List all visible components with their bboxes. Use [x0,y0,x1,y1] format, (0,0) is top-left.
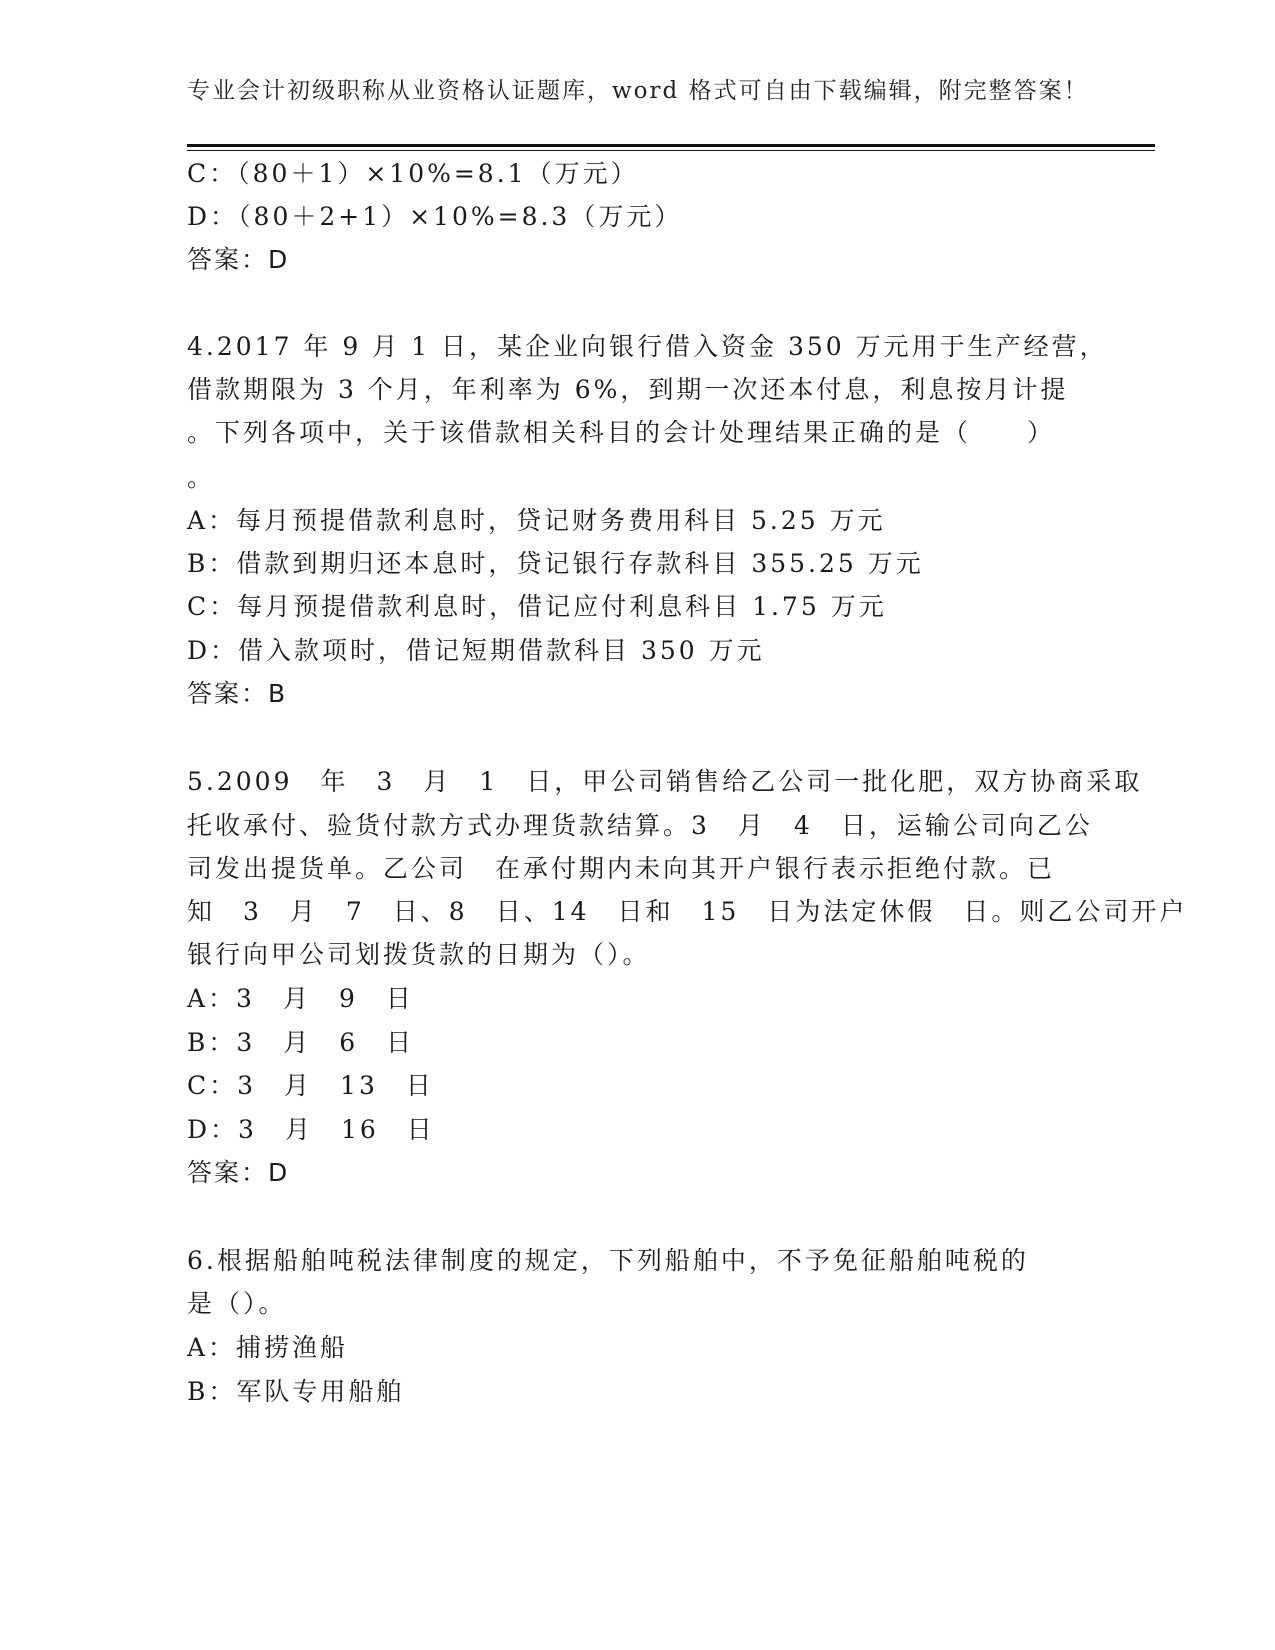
q4-stem-line-3: 。下列各项中，关于该借款相关科目的会计处理结果正确的是（ ） [187,418,1056,447]
q4-option-b: B：借款到期归还本息时，贷记银行存款科目 355.25 万元 [187,549,924,578]
q5-stem-line-2: 托收承付、验货付款方式办理货款结算。3 月 4 日，运输公司向乙公 [187,811,1093,840]
q5-stem-line-3: 司发出提货单。乙公司 在承付期内未向其开户银行表示拒绝付款。已 [187,854,1056,883]
q5-answer: 答案：D [187,1158,290,1187]
q4-option-d: D：借入款项时，借记短期借款科目 350 万元 [187,636,765,665]
q5-stem-line-4: 知 3 月 7 日、8 日、14 日和 15 日为法定休假 日。则乙公司开户 [187,897,1188,926]
q3-option-c: C：（80＋1）×10%=8.1（万元） [187,159,639,188]
q3-answer: 答案：D [187,245,290,274]
q4-option-c: C：每月预提借款利息时，借记应付利息科目 1.75 万元 [187,592,887,621]
q4-stem-line-1: 4.2017 年 9 月 1 日，某企业向银行借入资金 350 万元用于生产经营， [187,332,1108,361]
page-header: 专业会计初级职称从业资格认证题库，word 格式可自由下载编辑，附完整答案！ [187,78,1089,104]
q4-stem-line-2: 借款期限为 3 个月，年利率为 6%，到期一次还本付息，利息按月计提 [187,375,1069,404]
q3-option-d: D：（80＋2+1）×10%=8.3（万元） [187,202,683,231]
q5-option-b: B：3 月 6 日 [187,1028,415,1057]
header-divider [187,144,1155,147]
q6-stem-line-2: 是（）。 [187,1289,287,1318]
q6-option-a: A：捕捞渔船 [187,1333,349,1362]
q6-stem-line-1: 6.根据船舶吨税法律制度的规定，下列船舶中，不予免征船舶吨税的 [187,1246,1029,1275]
q5-stem-line-1: 5.2009 年 3 月 1 日，甲公司销售给乙公司一批化肥，双方协商采取 [187,767,1143,796]
q6-option-b: B：军队专用船舶 [187,1377,405,1406]
q5-option-c: C：3 月 13 日 [187,1071,434,1100]
q4-stem-line-4: 。 [187,463,216,492]
q5-option-a: A：3 月 9 日 [187,984,414,1013]
q4-answer: 答案：B [187,679,288,708]
q5-stem-line-5: 银行向甲公司划拨货款的日期为（）。 [187,940,651,969]
header-divider-thin [187,150,1155,151]
q4-option-a: A：每月预提借款利息时，贷记财务费用科目 5.25 万元 [187,506,886,535]
q5-option-d: D：3 月 16 日 [187,1115,435,1144]
